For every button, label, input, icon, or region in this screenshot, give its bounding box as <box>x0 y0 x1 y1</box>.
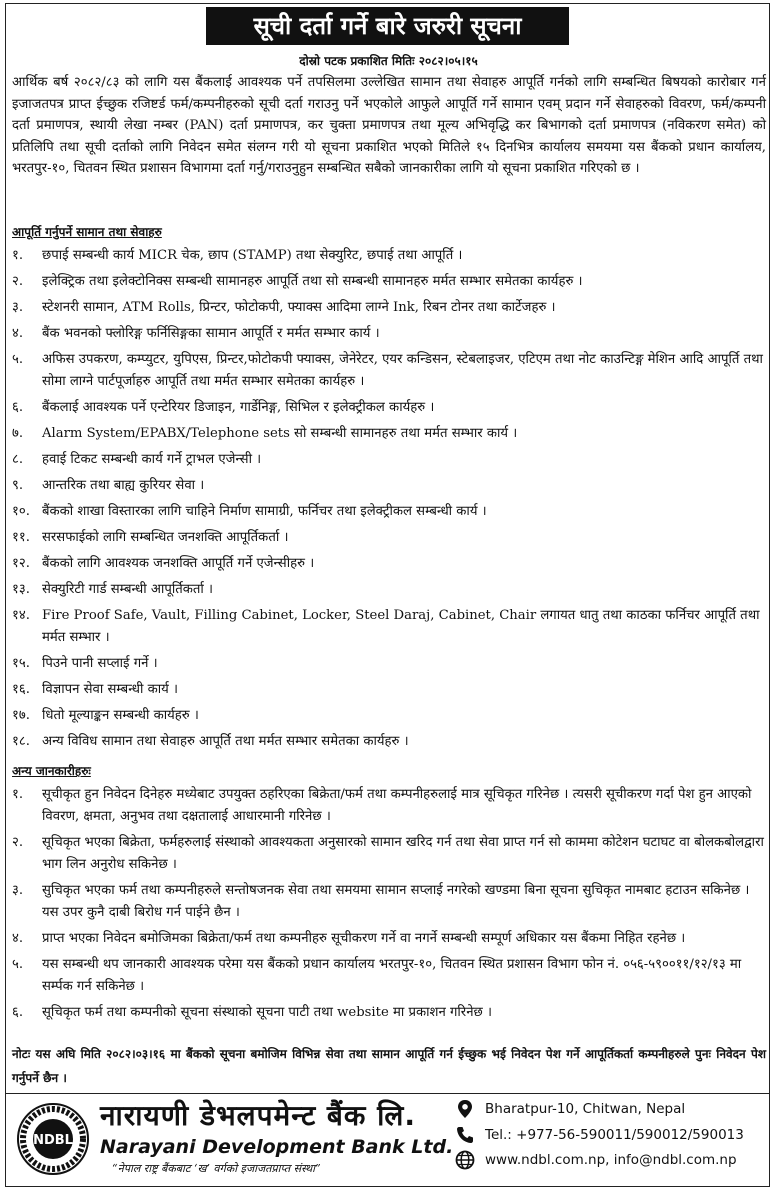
list-item-text: यस सम्बन्धी थप जानकारी आवश्यक परेमा यस बैंकको प्रधान कार्यालय भरतपुर-१०, चितवन स्थित प्रशासन विभाग फोन नं. ०५६-५९००११/१२/१३ मा सर्म्पक गर्न सकिनेछ । <box>42 957 742 994</box>
list-item-number: ७. <box>12 426 24 441</box>
list-item-number: २. <box>12 835 24 850</box>
list-item-text: Fire Proof Safe, Vault, Filling Cabinet, Locker, Steel Daraj, Cabinet, Chair लगायत धातु तथा काठका फर्निचर आपूर्ति तथा मर्मत सम्भार । <box>42 608 760 645</box>
list-item-number: १४. <box>12 608 30 623</box>
list-item <box>12 954 766 998</box>
list-item-number: १. <box>12 248 24 263</box>
intro-paragraph: आर्थिक बर्ष २०८२/८३ को लागि यस बैंकलाई आवश्यक पर्ने तपसिलमा उल्लेखित सामान तथा सेवाहरु आपूर्ति गर्नको लागि सम्बन्धित बिषयको कारोबार गर्न इजाजतपत्र प्राप्त ईच्छुक रजिष्टर्ड फर्म/कम्पनीहरुको सूची दर्ता गराउनु पर्ने भएकोले आफुले आपूर्ति गर्ने सामान एवम् प्रदान गर्ने सेवाहरुको विवरण, फर्म/कम्पनी दर्ता प्रमाणपत्र, स्थायी लेखा नम्बर (PAN) दर्ता प्रमाणपत्र, कर चुक्ता प्रमाणपत्र तथा मूल्य अभिवृद्धि कर बिभागको दर्ता प्रमाणपत्र (नविकरण समेत) को प्रतिलिपि तथा सूची दर्ताको लागि निवेदन समेत संलग्न गरी यो सूचना प्रकाशित भएको मितिले १५ दिनभित्र कार्यालय समयमा यस बैंकको प्रधान कार्यालय, भरतपुर-१०, चितवन स्थित प्रशासन विभागमा दर्ता गर्नु/गराउनुहुन सम्बन्धित सबैको जानकारीका लागि यो सूचना प्रकाशित गरिएको छ । <box>12 75 766 177</box>
list-item-number: ८. <box>12 452 24 467</box>
contact-phone <box>455 1125 744 1145</box>
list-item-text: छपाई सम्बन्धी कार्य MICR चेक, छाप (STAMP) तथा सेक्युरिट, छपाई तथा आपूर्ति । <box>42 248 463 263</box>
footer-divider <box>5 1093 770 1094</box>
other-info-list <box>12 784 766 1028</box>
bank-logo-icon <box>16 1102 90 1176</box>
list-item-number: १६. <box>12 682 30 697</box>
list-item <box>12 245 766 267</box>
list-item-text: बैंक भवनको फ्लोरिङ्ग फर्निसिङ्गका सामान आपूर्ति र मर्मत सम्भार कार्य । <box>42 326 380 341</box>
list-item-text: Alarm System/EPABX/Telephone sets सो सम्बन्धी सामानहरु तथा मर्मत सम्भार कार्य । <box>42 426 518 441</box>
list-item <box>12 880 766 924</box>
list-item-number: ६. <box>12 400 24 415</box>
list-item-number: ४. <box>12 931 24 946</box>
list-item <box>12 1002 766 1024</box>
list-item-text: अन्य विविध सामान तथा सेवाहरु आपूर्ति तथा मर्मत सम्भार समेतका कार्यहरु । <box>42 734 409 749</box>
bank-tagline: “नेपाल राष्ट्र बैंकबाट ‘ख’ वर्गको इजाजतप्राप्त संस्था” <box>112 1162 321 1175</box>
list-item-text: प्राप्त भएका निवेदन बमोजिमका बिक्रेता/फर्म तथा कम्पनीहरु सूचीकरण गर्ने वा नगर्ने सम्बन्धी सम्पूर्ण अधिकार यस बैंकमा निहित रहनेछ । <box>42 931 686 946</box>
list-item-text: सेक्युरिटी गार्ड सम्बन्धी आपूर्तिकर्ता । <box>42 582 214 597</box>
list-item-number: १०. <box>12 504 30 519</box>
list-item <box>12 349 766 393</box>
list-item <box>12 423 766 445</box>
list-item-number: १३. <box>12 582 30 597</box>
list-item-number: १२. <box>12 556 30 571</box>
list-item-number: ३. <box>12 883 24 898</box>
list-item-number: ११. <box>12 530 30 545</box>
list-item <box>12 679 766 701</box>
list-item-number: ३. <box>12 300 24 315</box>
supply-list <box>12 245 766 757</box>
other-info-heading: अन्य जानकारीहरुः <box>12 764 91 778</box>
list-item <box>12 832 766 876</box>
list-item <box>12 501 766 523</box>
list-item-text: आन्तरिक तथा बाह्य कुरियर सेवा । <box>42 478 205 493</box>
list-item-number: १७. <box>12 708 30 723</box>
phone-text: Tel.: +977-56-590011/590012/590013 <box>485 1127 744 1143</box>
contact-web[interactable] <box>455 1150 737 1170</box>
list-item <box>12 653 766 675</box>
list-item-number: ५. <box>12 352 24 367</box>
list-item-text: सुचिकृत भएका फर्म तथा कम्पनीहरुले सन्तोषजनक सेवा तथा समयमा सामान सप्लाई नगरेको खण्डमा बिना सूचना सुचिकृत नामबाट हटाउन सकिनेछ । यस उपर कुनै दाबी बिरोध गर्न पाईने छैन । <box>42 883 750 920</box>
list-item-number: ६. <box>12 1005 24 1020</box>
globe-icon <box>455 1150 475 1170</box>
bank-name-nepali: नारायणी डेभलपमेन्ट बैंक लि. <box>100 1099 417 1132</box>
published-date: दोस्रो पटक प्रकाशित मितिः २०८२।०५।१५ <box>299 54 478 68</box>
supply-heading: आपूर्ति गर्नुपर्ने सामान तथा सेवाहरु <box>12 225 162 239</box>
list-item <box>12 271 766 293</box>
list-item-text: अफिस उपकरण, कम्प्युटर, युपिएस, प्रिन्टर,फोटोकपी फ्याक्स, जेनेरेटर, एयर कन्डिसन, स्टेबलाइजर, एटिएम तथा नोट काउन्टिङ्ग मेशिन आदि आपूर्ति तथा सोमा लाग्ने पार्टपूर्जाहरु आपूर्ति तथा मर्मत सम्भार समेतका कार्यहरु । <box>42 352 763 389</box>
list-item-text: सरसफाईको लागि सम्बन्धित जनशक्ति आपूर्तिकर्ता । <box>42 530 289 545</box>
list-item-text: सूचिकृत फर्म तथा कम्पनीको सूचना संस्थाको सूचना पाटी तथा website मा प्रकाशन गरिनेछ । <box>42 1005 492 1020</box>
list-item-text: बैंकको शाखा विस्तारका लागि चाहिने निर्माण सामाग्री, फर्निचर तथा इलेक्ट्रीकल सम्बन्धी कार्य । <box>42 504 487 519</box>
list-item <box>12 397 766 419</box>
note-text: नोटः यस अघि मिति २०८२।०३।१६ मा बैंकको सूचना बमोजिम विभिन्न सेवा तथा सामान आपूर्ति गर्न ईच्छुक भई निवेदन पेश गर्ने आपूर्तिकर्ता कम्पनीहरुले पुनः निवेदन पेश गर्नुपर्ने छैन । <box>12 1047 766 1085</box>
list-item-text: इलेक्ट्रिक तथा इलेक्टोनिक्स सम्बन्धी सामानहरु आपूर्ति तथा सो सम्बन्धी सामानहरु मर्मत सम्भार समेतका कार्यहरु । <box>42 274 583 289</box>
list-item-text: बैंकको लागि आवश्यक जनशक्ति आपूर्ति गर्ने एजेन्सीहरु । <box>42 556 315 571</box>
list-item <box>12 784 766 828</box>
list-item-text: सूचिकृत भएका बिक्रेता, फर्महरुलाई संस्थाको आवश्यकता अनुसारको सामान खरिद गर्न तथा सेवा प्राप्त गर्न सो काममा कोटेशन घटाघट वा बोलकबोलद्वारा भाग लिन अनुरोध सकिनेछ । <box>42 835 764 872</box>
location-pin-icon <box>455 1099 475 1119</box>
list-item <box>12 731 766 753</box>
list-item <box>12 553 766 575</box>
logo-monogram: NDBL <box>33 1133 73 1148</box>
list-item-number: ९. <box>12 478 24 493</box>
notice-title: सूची दर्ता गर्ने बारे जरुरी सूचना <box>206 7 569 45</box>
list-item-text: स्टेशनरी सामान, ATM Rolls, प्रिन्टर, फोटोकपी, फ्याक्स आदिमा लाग्ने Ink, रिबन टोनर तथा कार्टेजहरु । <box>42 300 556 315</box>
address-text: Bharatpur-10, Chitwan, Nepal <box>485 1101 686 1117</box>
web-email-text[interactable]: www.ndbl.com.np, info@ndbl.com.np <box>485 1152 737 1168</box>
list-item-number: १५. <box>12 656 30 671</box>
list-item-text: विज्ञापन सेवा सम्बन्धी कार्य । <box>42 682 178 697</box>
list-item-number: ४. <box>12 326 24 341</box>
list-item-number: १८. <box>12 734 30 749</box>
list-item-text: बैंकलाई आवश्यक पर्ने एन्टेरियर डिजाइन, गार्डेनिङ्ग, सिभिल र इलेक्ट्रीकल कार्यहरु । <box>42 400 435 415</box>
list-item <box>12 475 766 497</box>
list-item-number: २. <box>12 274 24 289</box>
list-item-text: धितो मूल्याङ्कन सम्बन्धी कार्यहरु । <box>42 708 199 723</box>
contact-address <box>455 1099 685 1119</box>
bank-name-english: Narayani Development Bank Ltd. <box>100 1136 454 1158</box>
list-item <box>12 449 766 471</box>
list-item <box>12 527 766 549</box>
list-item-number: १. <box>12 787 24 802</box>
list-item-text: सूचीकृत हुन निवेदन दिनेहरु मध्येबाट उपयुक्त ठहरिएका बिक्रेता/फर्म तथा कम्पनीहरुलाई मात्र सूचिकृत गरिनेछ । त्यसरी सूचीकरण गर्दा पेश हुन आएको विवरण, क्षमता, अनुभव तथा दक्षतालाई आधारमानी गरिनेछ । <box>42 787 752 824</box>
list-item <box>12 579 766 601</box>
list-item-number: ५. <box>12 957 24 972</box>
list-item-text: पिउने पानी सप्लाई गर्ने । <box>42 656 158 671</box>
list-item <box>12 297 766 319</box>
list-item-text: हवाई टिकट सम्बन्धी कार्य गर्ने ट्राभल एजेन्सी । <box>42 452 262 467</box>
phone-icon <box>455 1125 475 1145</box>
list-item <box>12 605 766 649</box>
list-item <box>12 705 766 727</box>
list-item <box>12 323 766 345</box>
list-item <box>12 928 766 950</box>
